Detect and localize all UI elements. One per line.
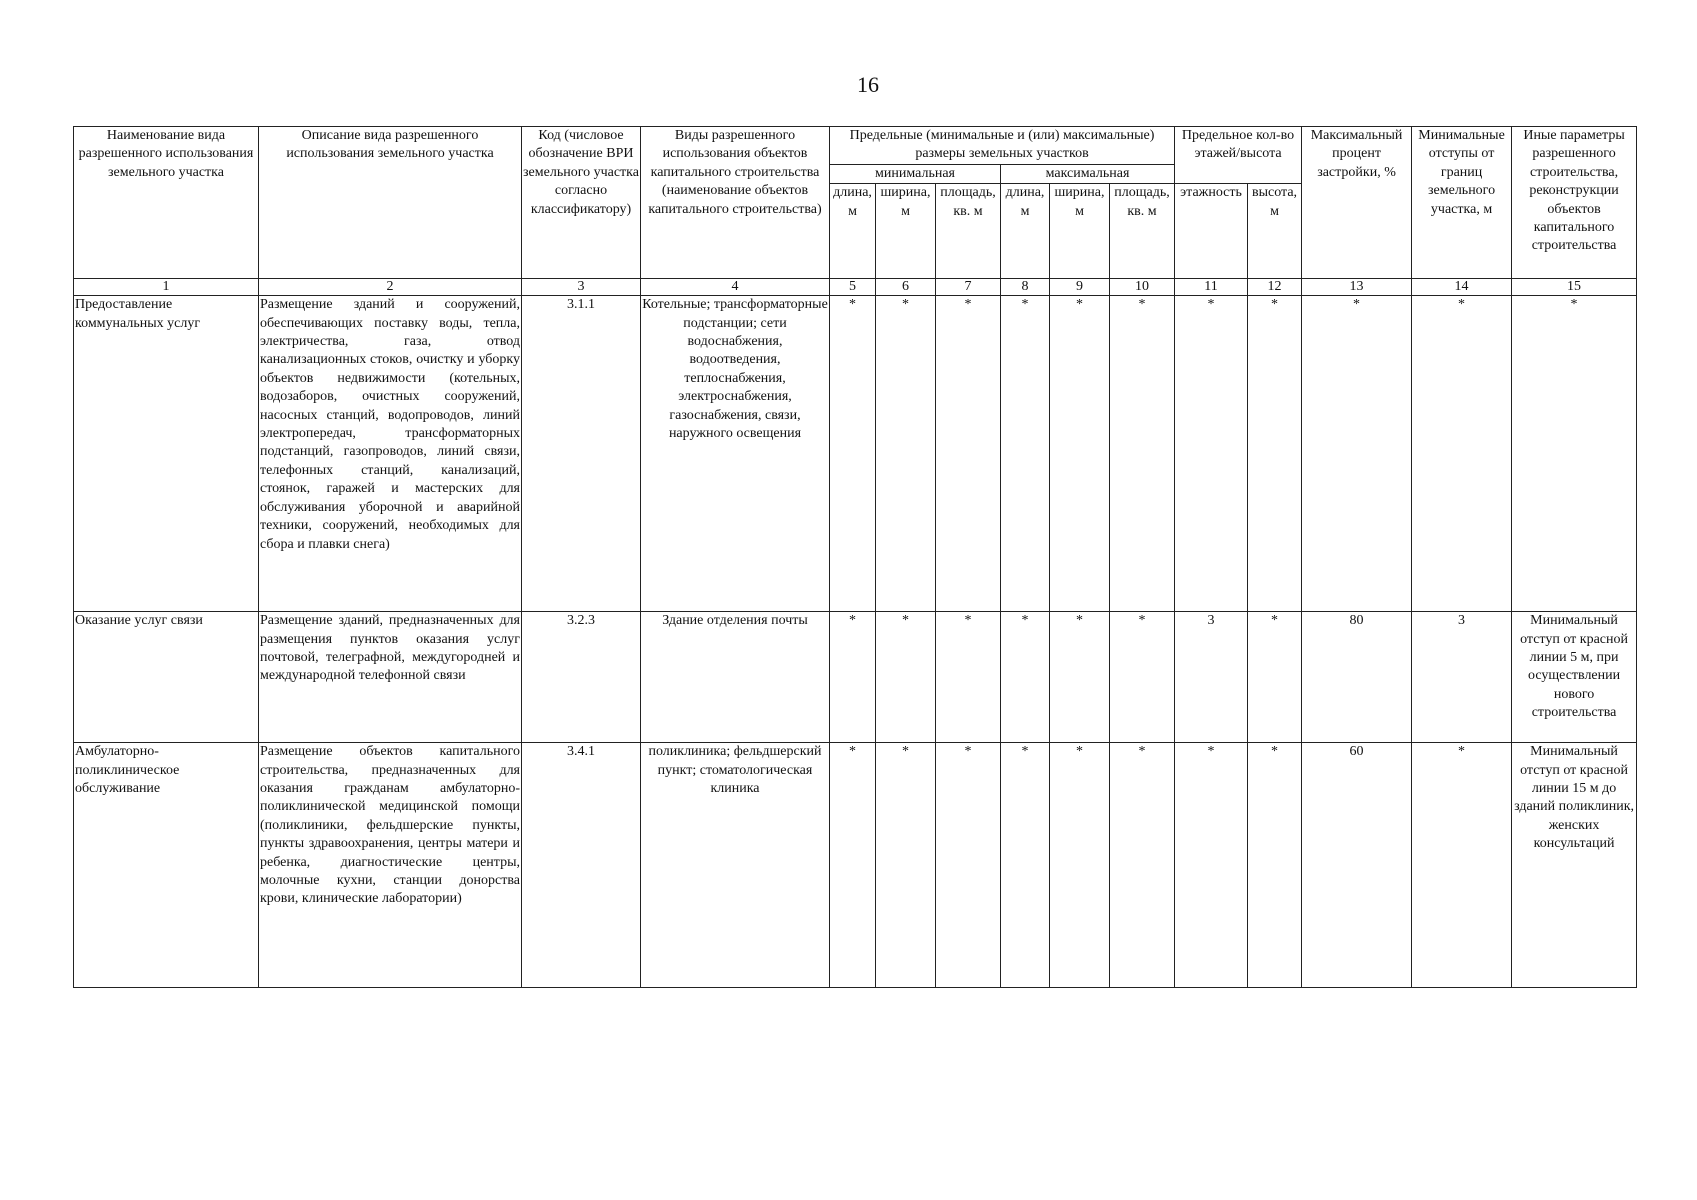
column-number: 13	[1302, 279, 1412, 296]
header-min-area: площадь, кв. м	[936, 184, 1001, 279]
column-number: 15	[1512, 279, 1637, 296]
min-length-cell: *	[830, 743, 876, 988]
use-name-cell: Предоставление коммунальных услуг	[74, 296, 259, 612]
setback-cell: *	[1412, 296, 1512, 612]
max-width-cell: *	[1050, 743, 1110, 988]
coverage-cell: 60	[1302, 743, 1412, 988]
column-number: 9	[1050, 279, 1110, 296]
code-cell: 3.2.3	[522, 612, 641, 743]
setback-cell: *	[1412, 743, 1512, 988]
use-name-cell: Оказание услуг связи	[74, 612, 259, 743]
min-area-cell: *	[936, 296, 1001, 612]
header-max-width: ширина, м	[1050, 184, 1110, 279]
column-number: 11	[1175, 279, 1248, 296]
table-row	[74, 296, 1637, 612]
table-header	[74, 127, 1637, 296]
column-number: 4	[641, 279, 830, 296]
header-max-area: площадь, кв. м	[1110, 184, 1175, 279]
use-description-cell: Размещение зданий, предназначенных для размещения пунктов оказания услуг почтовой, телеграфной, междугородней и международной телефонной связи	[259, 612, 522, 743]
header-max-coverage: Максимальный процент застройки, %	[1302, 127, 1412, 279]
other-params-cell: *	[1512, 296, 1637, 612]
header-construction-types: Виды разрешенного использования объектов капитального строительства (наименование объектов капитального строительства)	[641, 127, 830, 279]
header-code: Код (числовое обозначение ВРИ земельного участка согласно классификатору)	[522, 127, 641, 279]
use-description-cell: Размещение объектов капитального строительства, предназначенных для оказания гражданам амбулаторно-поликлинической медицинской помощи (поликлиники, фельдшерские пункты, пункты здравоохранения, центры матери и ребенка, диагностические центры, молочные кухни, станции донорства крови, клинические лаборатории)	[259, 743, 522, 988]
min-length-cell: *	[830, 296, 876, 612]
header-plot-sizes: Предельные (минимальные и (или) максимальные) размеры земельных участков	[830, 127, 1175, 165]
max-length-cell: *	[1001, 743, 1050, 988]
min-length-cell: *	[830, 612, 876, 743]
column-number: 7	[936, 279, 1001, 296]
min-width-cell: *	[876, 296, 936, 612]
code-cell: 3.1.1	[522, 296, 641, 612]
height-cell: *	[1248, 612, 1302, 743]
header-other-params: Иные параметры разрешенного строительства, реконструкции объектов капитального строительства	[1512, 127, 1637, 279]
floors-cell: *	[1175, 743, 1248, 988]
other-params-cell: Минимальный отступ от красной линии 15 м до зданий поликлиник, женских консультаций	[1512, 743, 1637, 988]
header-min-length: длина, м	[830, 184, 876, 279]
objects-cell: поликлиника; фельдшерский пункт; стоматологическая клиника	[641, 743, 830, 988]
max-width-cell: *	[1050, 296, 1110, 612]
max-area-cell: *	[1110, 612, 1175, 743]
max-length-cell: *	[1001, 612, 1050, 743]
header-use-description: Описание вида разрешенного использования земельного участка	[259, 127, 522, 279]
column-number: 1	[74, 279, 259, 296]
column-number: 5	[830, 279, 876, 296]
max-length-cell: *	[1001, 296, 1050, 612]
header-use-name: Наименование вида разрешенного использования земельного участка	[74, 127, 259, 279]
use-name-cell: Амбулаторно-поликлиническое обслуживание	[74, 743, 259, 988]
column-number: 3	[522, 279, 641, 296]
objects-cell: Здание отделения почты	[641, 612, 830, 743]
column-number-row	[74, 279, 1637, 296]
header-min-width: ширина, м	[876, 184, 936, 279]
header-floors: этажность	[1175, 184, 1248, 279]
column-number: 12	[1248, 279, 1302, 296]
height-cell: *	[1248, 743, 1302, 988]
floors-cell: *	[1175, 296, 1248, 612]
table-row	[74, 743, 1637, 988]
min-width-cell: *	[876, 743, 936, 988]
column-number: 14	[1412, 279, 1512, 296]
coverage-cell: 80	[1302, 612, 1412, 743]
header-max-length: длина, м	[1001, 184, 1050, 279]
min-area-cell: *	[936, 743, 1001, 988]
height-cell: *	[1248, 296, 1302, 612]
code-cell: 3.4.1	[522, 743, 641, 988]
page-number: 16	[857, 72, 879, 97]
objects-cell: Котельные; трансформаторные подстанции; сети водоснабжения, водоотведения, теплоснабжения, электроснабжения, газоснабжения, связи, наружного освещения	[641, 296, 830, 612]
header-floors-height: Предельное кол-во этажей/высота	[1175, 127, 1302, 184]
header-min-setbacks: Минимальные отступы от границ земельного участка, м	[1412, 127, 1512, 279]
max-area-cell: *	[1110, 743, 1175, 988]
table-row	[74, 612, 1637, 743]
column-number: 8	[1001, 279, 1050, 296]
column-number: 10	[1110, 279, 1175, 296]
floors-cell: 3	[1175, 612, 1248, 743]
header-maximal: максимальная	[1001, 164, 1175, 183]
setback-cell: 3	[1412, 612, 1512, 743]
header-height: высота, м	[1248, 184, 1302, 279]
min-width-cell: *	[876, 612, 936, 743]
coverage-cell: *	[1302, 296, 1412, 612]
max-width-cell: *	[1050, 612, 1110, 743]
header-minimal: минимальная	[830, 164, 1001, 183]
zoning-regulations-table	[73, 126, 1637, 988]
max-area-cell: *	[1110, 296, 1175, 612]
column-number: 2	[259, 279, 522, 296]
use-description-cell: Размещение зданий и сооружений, обеспечивающих поставку воды, тепла, электричества, газа, отвод канализационных стоков, очистку и уборку объектов недвижимости (котельных, водозаборов, очистных сооружений, насосных станций, водопроводов, линий электропередач, трансформаторных подстанций, газопроводов, линий связи, телефонных станций, канализаций, стоянок, гаражей и мастерских для обслуживания уборочной и аварийной техники, сооружений, необходимых для сбора и плавки снега)	[259, 296, 522, 612]
other-params-cell: Минимальный отступ от красной линии 5 м, при осуществлении нового строительства	[1512, 612, 1637, 743]
min-area-cell: *	[936, 612, 1001, 743]
column-number: 6	[876, 279, 936, 296]
